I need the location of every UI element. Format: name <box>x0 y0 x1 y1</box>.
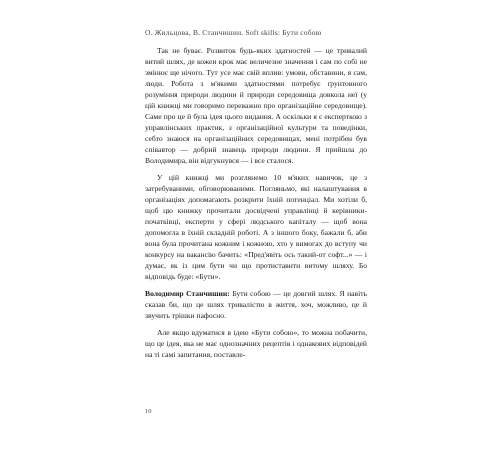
paragraph-3 <box>145 288 367 321</box>
running-head: О. Жильцова, В. Станчишин. Soft skills: Бути собою <box>145 28 322 37</box>
paragraph-2: У цій книжці ми розглянемо 10 м'яких навичок, це з затребуваними, обговорюваними. Погляньмо, які налаштування в організаціях допомагають розкрити їхній потенціал. Ми хотіли б, щоб цю книжку прочитали досвідчені управлінці й керівники-початківці, експерти у сфері людського капіталу — щоб вона допомогла в їхній складній роботі. А з іншого боку, бажали б, аби вона була прочитана кожним і кожною, хто у вимогах до вступу чи конкурсу на вакансію бачить: «Пред'явіть ось такий-от софт...» — і думає, як із цим бути чи що протиставити витому шляху. Бо відповідь буде: «Бути». <box>145 173 367 281</box>
paragraph-3-text: Бути собою — це довгий шлях. Я навіть сказав би, що це шлях тривалістю в життя, хоч, можливо, це й звучить трішки пафосно. <box>145 289 367 320</box>
speaker-name: Володимир Станчишин: <box>145 289 230 298</box>
body-text <box>145 45 367 366</box>
paragraph-4: Але якщо вдуматися в ідею «Бути собою», то можна побачити, що це ідея, яка не має однозначних рецептів і однакових відповідей на ті самі запитання, поставле- <box>145 328 367 359</box>
page-number: 10 <box>145 408 152 415</box>
paragraph-1: Так не буває. Розвиток будь-яких здатностей — це тривалий витий шлях, де кожен крок має величезне значення і сам по собі не змінює ще нічого. Тут усе має свій вплив: умови, обставини, я сам, люди. Робота з м'якими здатностями потребує ґрунтовного розуміння природи людини й природи середовища довкола неї (у цій книжці ми говоримо переважно про організаційне середовище). Саме про це й була ідея цього видання. А оскільки я є експерткою з управлінських практик, з організаційної культури та поведінки, себто знаюся на організаційних середовищах, мені потрібен був співавтор — добрий знавець природи людини. Я прийшла до Володимира, він відгукнувся — і все сталося. <box>145 46 367 165</box>
